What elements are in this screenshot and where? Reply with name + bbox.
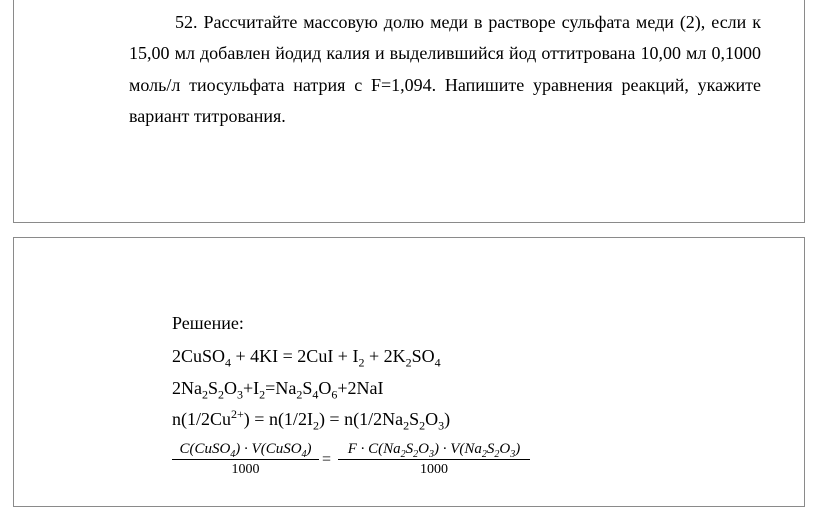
formula-left-numerator: C(CuSO$_4$) · V(CuSO$_4$) <box>172 441 319 460</box>
solution-heading: Решение: <box>172 313 244 333</box>
formula-right-denominator: 1000 <box>420 462 448 477</box>
problem-text: 52. Рассчитайте массовую долю меди в растворе сульфата меди (2), если к 15,00 мл добавлен йодид калия и выделившийся йод оттитрована 10,00 мл 0,1000 моль/л тиосульфата натрия с F=1,094. Напишите уравнения реакций, укажите вариант титрования. <box>129 12 761 126</box>
formula-equals: = <box>322 451 332 468</box>
equation-2: $2Na_2S_2O_3+I_2=Na_2S_4O_6+2NaI$ <box>172 378 384 402</box>
equation-3: $n(1/2Cu^{2+}) = n(1/2I_2) = n(1/2Na_2S_2O_3)$ <box>172 407 451 433</box>
formula-left-fraction <box>172 441 319 478</box>
formula-left-denominator: 1000 <box>231 462 260 477</box>
problem-statement <box>129 7 761 132</box>
equation-1: 2CuSO$_4$ + $4KI = 2CuI + I_2 + 2K_2SO_4$ <box>172 346 441 370</box>
formula-right-fraction <box>338 441 530 478</box>
formula-right-numerator: $F \cdot C(Na_2S_2O_3) \cdot V(Na_2S_2O_3)$ <box>338 441 530 460</box>
problem-panel <box>13 0 805 223</box>
